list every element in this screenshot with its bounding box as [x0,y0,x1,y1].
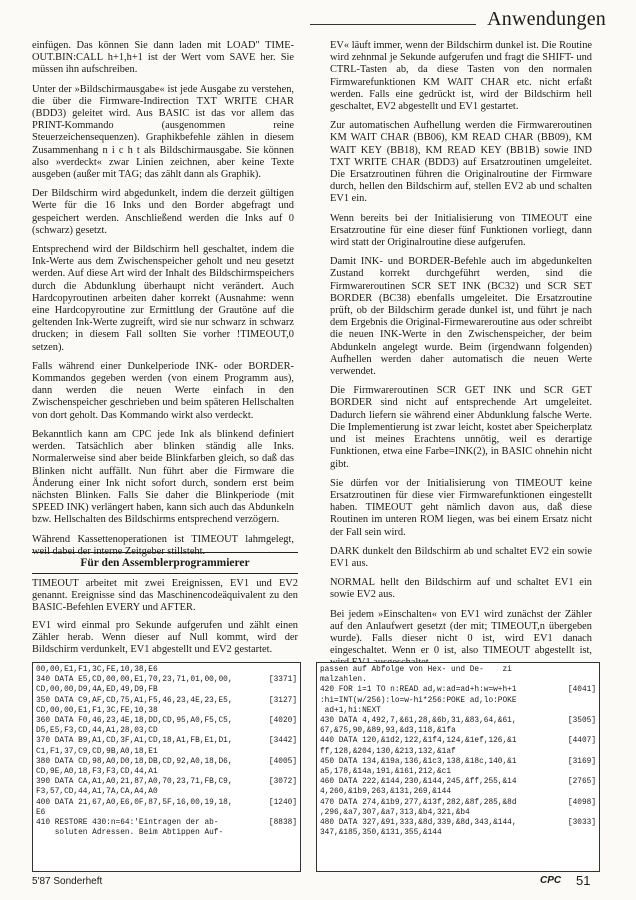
code-text: :hi=INT(w/256):lo=w-hi*256:POKE ad,lo:POKE [320,696,517,705]
code-line [36,828,297,838]
left-column-paragraph: einfügen. Das können Sie dann laden mit LOAD" TIME-OUT.BIN:CALL h+1,h+1 ist der Wert vom SAVE her. Sie müssen ihn aufschreiben. [32,40,294,76]
right-column-paragraph: EV« läuft immer, wenn der Bildschirm dunkel ist. Die Routine wird zehnmal je Sekunde aufgerufen und fragt die SHIFT- und CTRL-Tasten ab, da diese Tasten von den normalen Firmwarefunktionen KM WAIT CHAR etc. nicht erfaßt werden. Falls eine gedrückt ist, wird der Bildschirm hell geschaltet, EV2 abgestellt und EV1 gestartet. [330,40,592,113]
left-column-paragraph: Bekanntlich kann am CPC jede Ink als blinkend definiert werden. Tatsächlich aber blinken ständig alle Inks. Normalerweise sind aber beide Blinkfarben gleich, so daß das Blinken nicht auffällt. Nun führt aber die Firmware die Änderung einer Ink nicht sofort durch, sondern erst beim nächsten Blinken. Falls Sie daher die Blinkperiode (mit SPEED INK) verlängert haben, kann sich auch das Abdunkeln bzw. Hellschalten des Bildschirms entsprechend verzögern. [32,428,294,526]
checksum: [3033] [567,819,596,828]
checksum: [1240] [268,798,297,807]
right-column [330,40,592,696]
code-line [320,828,596,838]
code-line [320,767,596,777]
code-text: a5,178,&14a,191,&161,212,&c1 [320,768,452,777]
code-text: 67,&75,90,&89,93,&d3,118,&1fa [320,727,456,736]
code-listing-left [32,662,301,872]
checksum: [3442] [268,737,297,746]
code-line [36,747,297,757]
code-text: ff,128,&204,130,&213,132,&1af [320,747,456,756]
code-text: 347,&185,350,&131,355,&144 [320,829,442,838]
code-text: C1,F1,37,C9,CD,9B,A0,18,E1 [36,747,158,756]
code-text: 430 DATA 4,492,7,&61,28,&6b,31,&83,64,&61, [320,717,517,726]
subsection-text [32,578,298,661]
code-text: 450 DATA 134,&19a,136,&1c3,138,&18c,140,&1 [320,757,517,766]
checksum: [4098] [567,798,596,807]
code-listing-right [316,662,600,872]
subsection-paragraph: TIMEOUT arbeitet mit zwei Ereignissen, EV1 und EV2 genannt. Ereignisse sind das Maschinencodeäquivalent zu den BASIC-Befehlen EVERY und AFTER. [32,578,298,614]
right-column-paragraph: Sie dürfen vor der Initialisierung von TIMEOUT keine Ersatzroutinen für diese vier Firmwarefunktionen eingestellt haben. TIMEOUT geht nämlich davon aus, daß diese Routinen im unteren ROM liegen, was bei einem Ersatz nicht der Fall sein wird. [330,477,592,538]
page-number: 51 [576,873,591,888]
code-text: ,296,&a7,307,&a7,313,&b4,321,&b4 [320,808,470,817]
code-line [320,675,596,685]
checksum: [3072] [268,778,297,787]
code-line [320,706,596,716]
code-text: 440 DATA 120,&1d2,122,&1f4,124,&1ef,126,&1 [320,737,517,746]
code-text: 460 DATA 222,&144,230,&144,245,&ff,255,&14 [320,778,517,787]
right-column-paragraph: Damit INK- und BORDER-Befehle auch im abgedunkelten Zustand korrekt durchgeführt werden, sind die Firmwareroutinen SCR SET INK (BC32) und SCR SET BORDER (BC38) ebenfalls umgeleitet. Die Ersatzroutine prüft, ob der Bildschirm gerade dunkel ist, und führt je nach dem Ergebnis die Original-Firmewareroutine aus oder schreibt die neuen INK-Werte in den Zwischenspeicher, der beim Abdunkeln angelegt wurde. Beim (irgendwann folgenden) Aufhellen werden daher automatisch die neuen Werte verwendet. [330,256,592,378]
checksum: [3371] [268,676,297,685]
code-text: 390 DATA CA,A1,A0,21,87,A0,70,23,71,FB,C9, [36,778,233,787]
code-line [320,818,596,828]
right-column-paragraph: Bei jedem »Einschalten« von EV1 wird zunächst der Zähler auf den Anlaufwert gesetzt (der mit; TIMEOUT,n übergeben wurde). Falls dieser nicht 0 ist, wird EV1 danach eingeschaltet. Wenn er 0 ist, also TIMEOUT abgestellt ist, [330,608,592,657]
checksum: [4020] [268,717,297,726]
left-column-paragraph: Während Kassettenoperationen ist TIMEOUT lahmgelegt, weil dabei der interne Zeitgeber stillsteht. [32,533,294,557]
checksum: [3169] [567,757,596,766]
section-header: Anwendungen [487,8,606,30]
code-line [320,736,596,746]
left-column-paragraph: Der Bildschirm wird abgedunkelt, indem die derzeit gültigen Werte für die 16 Inks und den Border abgefragt und gespeichert werden. Anschließend werden die Inks auf 0 (schwarz) gesetzt. [32,188,294,236]
code-line [36,818,297,828]
code-text: F3,57,CD,44,A1,7A,CA,A4,A0 [36,788,158,797]
code-line [36,757,297,767]
code-text: 370 DATA B9,A1,CD,3F,A1,CD,18,A1,FB,E1,D1, [36,737,233,746]
code-text: 360 DATA F0,46,23,4E,18,DD,CD,95,A0,F5,C5, [36,717,233,726]
code-line [36,675,297,685]
code-line [36,767,297,777]
code-line [320,787,596,797]
code-text: 380 DATA CD,98,A0,D0,18,DB,CD,92,A0,18,D6, [36,757,233,766]
code-line [36,685,297,695]
code-text: 480 DATA 327,&91,333,&8d,339,&8d,343,&144, [320,819,517,828]
code-text: 340 DATA E5,CD,00,00,E1,70,23,71,01,00,00, [36,676,233,685]
code-line [320,716,596,726]
code-line [36,726,297,736]
checksum: [4041] [567,686,596,695]
code-text: malzahlen. [320,676,367,685]
code-line [36,787,297,797]
subsection-heading: Für den Assemblerprogrammierer [32,552,298,574]
code-text: 470 DATA 274,&1b9,277,&13f,282,&8f,285,&8d [320,798,517,807]
left-column-paragraph: Falls während einer Dunkelperiode INK- oder BORDER-Kommandos gegeben werden (von einem Programm aus), dann werden die neuen Werte einfach in den Zwischenspeicher geschrieben und beim späteren Hellschalten von dort geholt. Das Kommando wirkt also verdeckt. [32,360,294,421]
code-line [320,696,596,706]
left-column [32,40,294,565]
checksum: [3505] [567,717,596,726]
code-text: soluten Adressen. Beim Abtippen Auf- [36,829,224,838]
code-text: CD,9E,A0,18,F3,F3,CD,44,A1 [36,768,158,777]
checksum: [4407] [567,737,596,746]
header-rule [310,24,476,25]
subsection-paragraph: EV1 wird einmal pro Sekunde aufgerufen und zählt einen Zähler herab. Wenn dieser auf Null kommt, wird der Bildschirm verdunkelt, EV1 abgestellt und EV2 gestartet. [32,619,298,656]
cpc-logo: CPC [540,875,562,886]
code-text: 00,00,E1,F1,3C,FE,10,38,E6 [36,666,158,674]
code-text: 350 DATA C9,AF,CD,75,A1,F5,46,23,4E,23,E5, [36,696,233,705]
code-line [320,808,596,818]
code-line [320,665,596,675]
right-column-paragraph: Wenn bereits bei der Initialisierung von TIMEOUT eine Ersatzroutine für eine dieser fünf Funktionen vorliegt, dann wird statt der Originalroutine diese aufgerufen. [330,212,592,249]
code-line [36,696,297,706]
code-text: CD,00,00,D9,4A,ED,49,D9,FB [36,686,158,695]
left-column-paragraph: Entsprechend wird der Bildschirm hell geschaltet, indem die Ink-Werte aus dem Zwischenspeicher geholt und neu gesetzt werden. Auf diese Art wird der Inhalt des Bildschirmspeichers durch die Abdunklung überhaupt nicht verändert. Auch Hardcopyroutinen arbeiten daher korrekt (Ausnahme: wenn eine Hardcopyroutine zur Ermittlung der Grautöne auf die geltenden Ink-Werte zugreift, wird sie nur schwarz in schwarz drucken; in diesem Fall sollten Sie vorher !TIMEOUT,0 setzen). [32,244,294,353]
right-column-paragraph: DARK dunkelt den Bildschirm ab und schaltet EV2 ein sowie EV1 aus. [330,545,592,569]
code-text: 400 DATA 21,67,A0,E6,0F,87,5F,16,00,19,18, [36,798,233,807]
code-text: passen auf Abfolge von Hex- und De- zi [320,666,512,674]
code-line [36,706,297,716]
code-line [36,808,297,818]
code-line [320,747,596,757]
code-line [320,685,596,695]
code-line [320,757,596,767]
issue-label: 5'87 Sonderheft [32,876,103,887]
code-text: 410 RESTORE 430:n=64:'Eintragen der ab- [36,819,219,828]
checksum: [8838] [268,819,297,828]
code-line [320,726,596,736]
left-column-paragraph: Unter der »Bildschirmausgabe« ist jede Ausgabe zu verstehen, die über die Firmware-Indirection TXT WRITE CHAR (BDD3) geleitet wird. Aus BASIC ist das vor allem das PRINT-Kommando (ausgenommen reine Steuerzeichensequenzen). Graphikbefehle zählen in diesem Zusammenhang n i c h t als Bildschirmausgabe. Sie können also »verdeckt« zwar Linien zeichnen, aber keine Texte ausgeben (außer mit TAG; das zählt dann als Graphik). [32,83,294,181]
right-column-paragraph: NORMAL hellt den Bildschirm auf und schaltet EV1 ein sowie EV2 aus. [330,577,592,601]
code-line [36,736,297,746]
code-text: 420 FOR i=1 TO n:READ ad,w:ad=ad+h:w=w+h+1 [320,686,517,695]
code-text: D5,E5,F3,CD,44,A1,28,03,CD [36,727,158,736]
code-text: CD,00,00,E1,F1,3C,FE,10,38 [36,706,158,715]
code-line [320,798,596,808]
code-text: ad+1,hi:NEXT [320,706,381,715]
code-text: E6 [36,808,46,817]
checksum: [4005] [268,757,297,766]
checksum: [2765] [567,778,596,787]
right-column-paragraph: Die Firmwareroutinen SCR GET INK und SCR GET BORDER sind nicht auf entsprechende Art umgeleitet. Dadurch liefern sie während einer Abdunklung falsche Werte. Die Implementierung ist zwar leicht, kostet aber Speicherplatz und ist meines Erachtens unnötig, weil es derartige Funktionen, etwa eine Farbe=INK(2), in BASIC ohnehin nicht gibt. [330,385,592,470]
code-line [36,777,297,787]
code-line [36,798,297,808]
checksum: [3127] [268,696,297,705]
right-column-paragraph: Zur automatischen Aufhellung werden die Firmwareroutinen KM WAIT CHAR (BB06), KM READ CHAR (BB09), KM WAIT KEY (BB18), KM READ KEY (BB1B) sowie IND TXT WRITE CHAR (BDD3) auf Ersatzroutinen umgeleitet. Die Ersatzroutinen führen die Originalroutine der Firmware durch, hellen den Bildschirm auf, stellen EV2 ab und schalten EV1 ein. [330,120,592,205]
code-line [320,777,596,787]
code-text: 4,260,&1b9,263,&131,269,&144 [320,788,452,797]
code-line [36,665,297,675]
code-line [36,716,297,726]
